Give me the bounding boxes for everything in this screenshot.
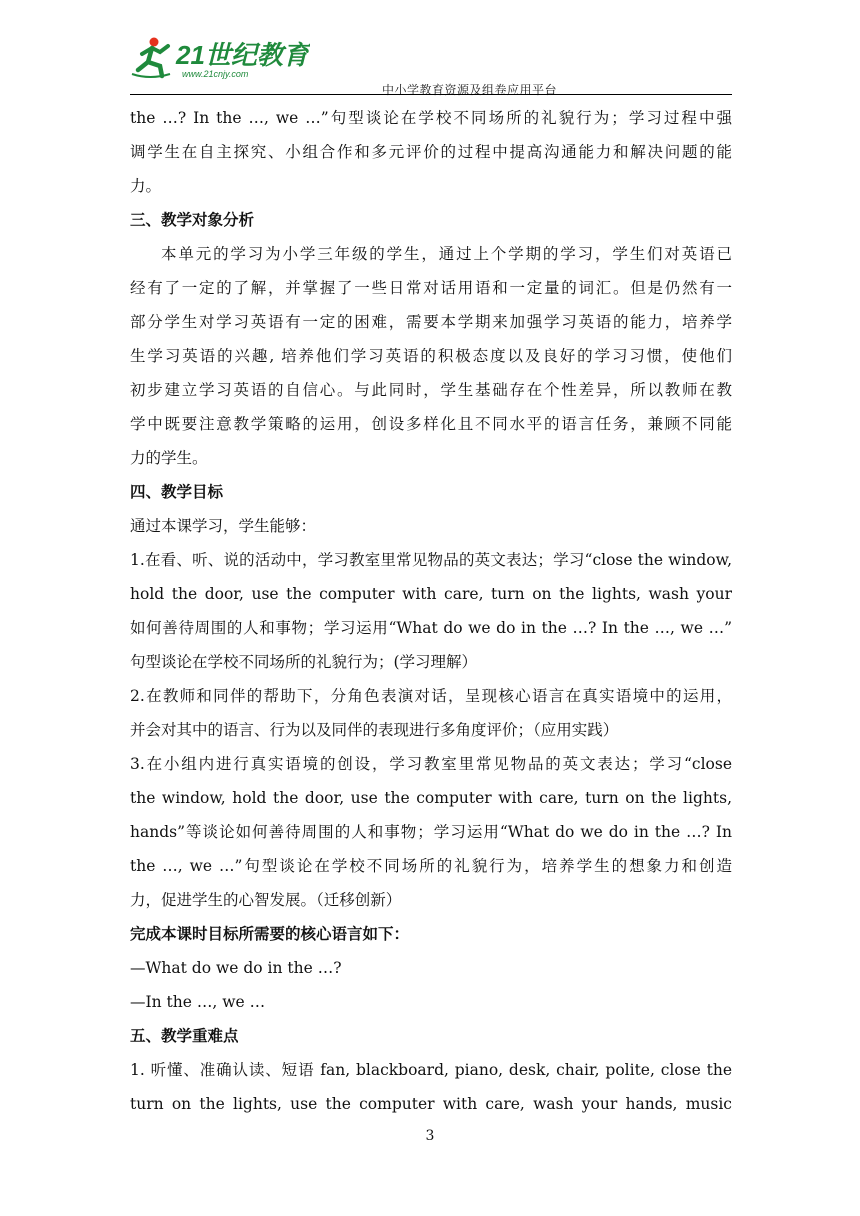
svg-text:www.21cnjy.com: www.21cnjy.com (182, 69, 249, 79)
text-line: 句型谈论在学校不同场所的礼貌行为；(学习理解） (130, 653, 478, 671)
dialogue-line: —What do we do in the …? (130, 959, 342, 977)
text-line: 如何善待周围的人和事物；学习运用“What do we do in the …? In the …, we …” (130, 619, 732, 637)
text-line: 3.在小组内进行真实语境的创设，学习教室里常见物品的英文表达；学习“close (130, 755, 732, 773)
21cnjy-logo (130, 34, 310, 82)
text-line: 并会对其中的语言、行为以及同伴的表现进行多角度评价；（应用实践） (130, 721, 619, 739)
text-line: 力，促进学生的心智发展。（迁移创新） (130, 891, 402, 909)
text-line: the …, we …”句型谈论在学校不同场所的礼貌行为，培养学生的想象力和创造 (130, 857, 732, 875)
header-subtitle: 中小学教育资源及组卷应用平台 (381, 83, 557, 97)
text-line: hands”等谈论如何善待周围的人和事物；学习运用“What do we do in the …? In (130, 823, 732, 841)
document-body (130, 101, 732, 1121)
text-line: 生学习英语的兴趣, 培养他们学习英语的积极态度以及良好的学习习惯，使他们 (130, 347, 732, 365)
text-line: 部分学生对学习英语有一定的困难，需要本学期来加强学习英语的能力，培养学 (130, 313, 732, 331)
text-line: 调学生在自主探究、小组合作和多元评价的过程中提高沟通能力和解决问题的能 (130, 143, 732, 161)
text-line: 1. 听懂、准确认读、短语 fan, blackboard, piano, desk, chair, polite, close the (130, 1061, 732, 1079)
section-heading: 五、教学重难点 (130, 1026, 239, 1045)
text-line: 2.在教师和同伴的帮助下，分角色表演对话，呈现核心语言在真实语境中的运用， (130, 687, 732, 705)
text-line: 初步建立学习英语的自信心。与此同时，学生基础存在个性差异，所以教师在教 (130, 381, 732, 399)
core-language-heading: 完成本课时目标所需要的核心语言如下： (130, 924, 410, 943)
text-line: turn on the lights, use the computer with care, wash your hands, music (130, 1095, 732, 1113)
text-line: hold the door, use the computer with care, turn on the lights, wash your (130, 585, 732, 603)
svg-text:21世纪教育: 21世纪教育 (176, 40, 309, 70)
text-line: 本单元的学习为小学三年级的学生，通过上个学期的学习，学生们对英语已 (161, 245, 732, 263)
text-line: the window, hold the door, use the computer with care, turn on the lights, (130, 789, 732, 807)
text-line: 学中既要注意教学策略的运用，创设多样化且不同水平的语言任务，兼顾不同能 (130, 415, 732, 433)
dialogue-line: —In the …, we … (130, 993, 266, 1011)
text-line: 力。 (130, 177, 162, 195)
section-heading: 三、教学对象分析 (130, 210, 255, 229)
page-header (130, 34, 732, 96)
section-heading: 四、教学目标 (130, 482, 224, 501)
text-line: 力的学生。 (130, 449, 208, 467)
page-number: 3 (425, 1128, 435, 1144)
header-divider (130, 94, 732, 95)
text-line: the …? In the …, we …”句型谈论在学校不同场所的礼貌行为；学习过程中强 (130, 109, 732, 127)
text-line: 通过本课学习，学生能够： (130, 517, 317, 535)
text-line: 经有了一定的了解，并掌握了一些日常对话用语和一定量的词汇。但是仍然有一 (130, 279, 732, 297)
text-line: 1.在看、听、说的活动中，学习教室里常见物品的英文表达；学习“close the window, (130, 551, 732, 569)
